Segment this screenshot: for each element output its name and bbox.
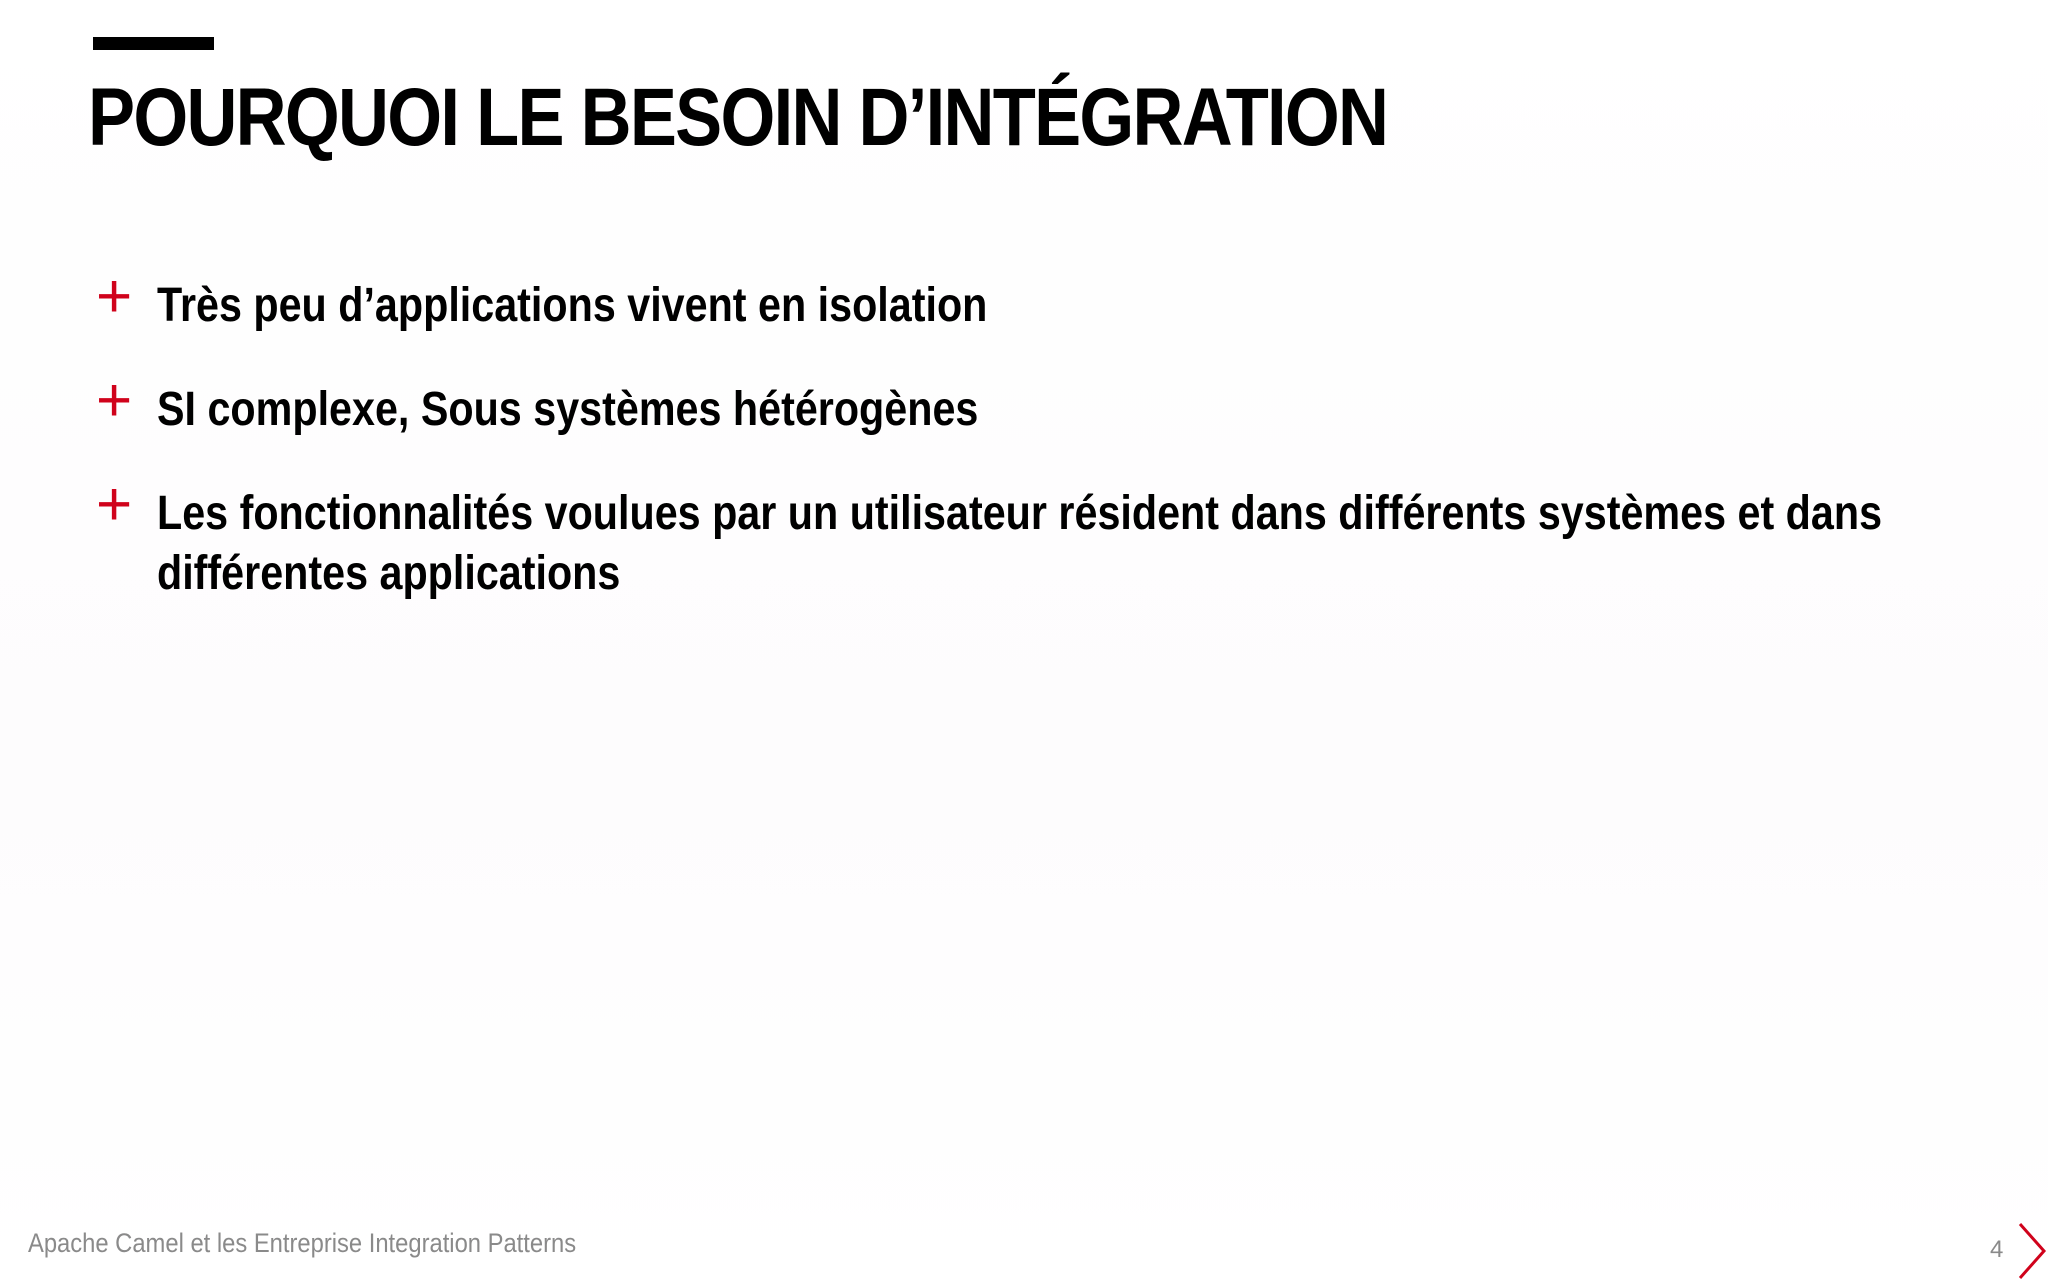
plus-bullet-icon: + [96, 262, 133, 331]
bullet-item [96, 262, 1976, 336]
bullet-text: Les fonctionnalités voulues par un utilisateur résident dans différents systèmes et dans différentes applications [157, 487, 1883, 600]
plus-bullet-icon: + [96, 366, 133, 435]
slide-footer: Apache Camel et les Entreprise Integration Patterns [28, 1228, 577, 1258]
bullet-item [96, 470, 1976, 604]
bullet-item [96, 366, 1976, 440]
page-number: 4 [1990, 1236, 2004, 1263]
bullet-text: Très peu d’applications vivent en isolation [157, 279, 988, 332]
bullet-text: SI complexe, Sous systèmes hétérogènes [157, 383, 979, 436]
chevron-right-icon[interactable] [2016, 1222, 2048, 1280]
plus-bullet-icon: + [96, 470, 133, 539]
bullet-list [96, 262, 1976, 648]
slide-title: POURQUOI LE BESOIN D’INTÉGRATION [88, 72, 1388, 163]
title-accent-bar [93, 37, 214, 50]
